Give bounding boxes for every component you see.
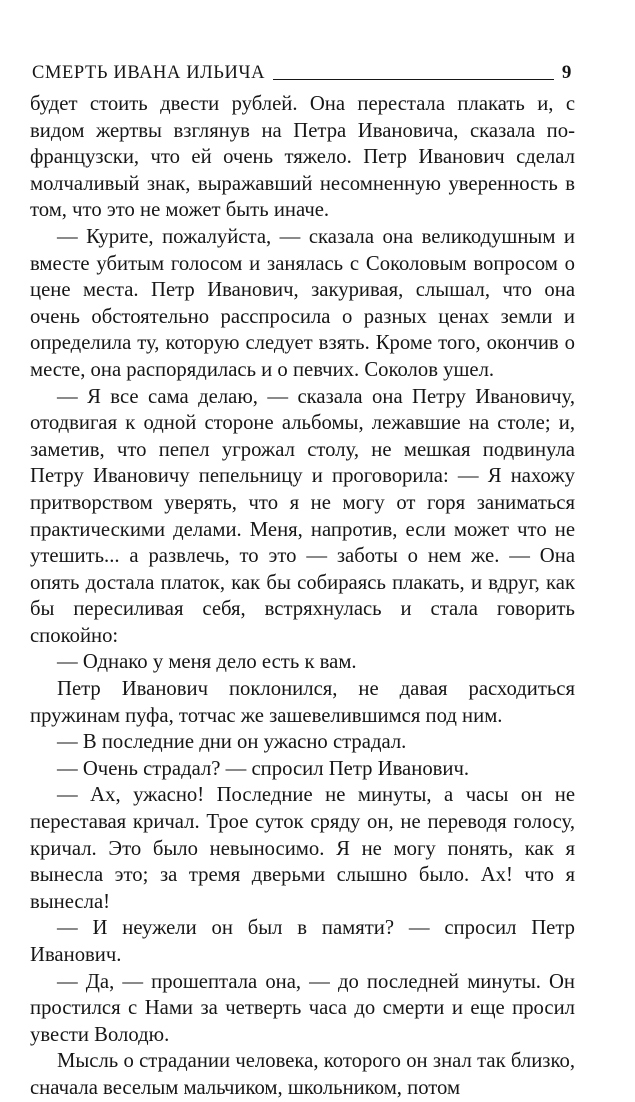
paragraph: — Однако у меня дело есть к вам.: [57, 651, 357, 674]
paragraph: — Да, — прошептала она, — до последней минуты. Он простился с Нами за четверть часа до смерти и еще просил увести Володю.: [30, 970, 575, 1046]
running-header: [32, 58, 572, 82]
page-number: 9: [561, 62, 572, 83]
paragraph: — Я все сама делаю, — сказала она Петру Ивановичу, отодвигая к одной стороне альбомы, лежавшие на столе; и, заметив, что пепел угрожал столу, не мешкая подвинула Петру Ивановичу пепельницу и проговорила: — Я нахожу притворством уверять, что я не могу от горя заниматься практическими делами. Меня, напротив, если может что не утешить... а развлечь, то это — заботы о нем же. — Она опять достала платок, как бы собираясь плакать, и вдруг, как бы пересиливая себя, встряхнулась и стала говорить спокойно:: [30, 385, 575, 647]
header-rule: [273, 79, 554, 80]
paragraph: — И неужели он был в памяти? — спросил Петр Иванович.: [30, 917, 575, 966]
paragraph: Петр Иванович поклонился, не давая расходиться пружинам пуфа, тотчас же зашевелившимся под ним.: [30, 678, 575, 727]
paragraph: — Очень страдал? — спросил Петр Иванович.: [57, 757, 470, 780]
paragraph: будет стоить двести рублей. Она перестала плакать и, с видом жертвы взглянув на Петра Ивановича, сказала по-французски, что ей очень тяжело. Петр Иванович сделал молчаливый знак, выражавший несомненную уверенность в том, что это не может быть иначе.: [30, 93, 575, 222]
paragraph: Мысль о страдании человека, которого он знал так близко, сначала веселым мальчиком, школьником, потом: [30, 1050, 575, 1099]
body-text: [30, 91, 575, 1102]
paragraph: — Курите, пожалуйста, — сказала она великодушным и вместе убитым голосом и занялась с Соколовым вопросом о цене места. Петр Иванович, закуривая, слышал, что она очень обстоятельно расспросила о разных ценах земли и определила ту, которую следует взять. Кроме того, окончив о месте, она распорядилась и о певчих. Соколов ушел.: [30, 225, 575, 381]
running-title: СМЕРТЬ ИВАНА ИЛЬИЧА: [32, 62, 266, 83]
paragraph: — В последние дни он ужасно страдал.: [57, 731, 407, 754]
paragraph: — Ах, ужасно! Последние не минуты, а часы он не переставая кричал. Трое суток сряду он, не переводя голосу, кричал. Это было невыносимо. Я не могу понять, как я вынесла это; за тремя дверьми слышно было. Ах! что я вынесла!: [30, 784, 575, 913]
